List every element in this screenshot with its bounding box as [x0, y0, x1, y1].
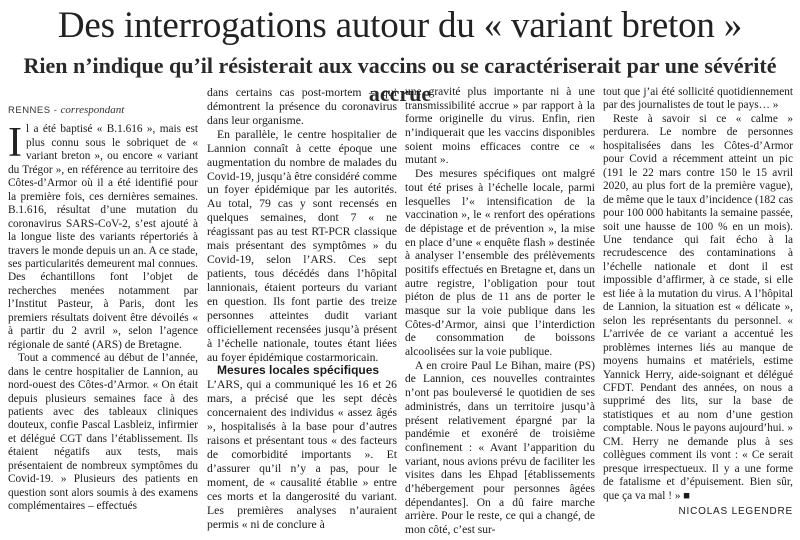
- paragraph: Des mesures spécifiques ont malgré tout été prises à l’échelle locale, parmi lesquelles l’« intensification de la vaccination », le « renfort des opérations de dépistage et de prévention », la mise en place d’une « enquête flash » destinée à analyser l’ensemble des prélèvements positifs effectués en Bretagne et, dans un autre registre, l’obligation pour tout piéton de plus de 11 ans de porter le masque sur la voie publique dans les Côtes-d’Armor, ainsi que l’interdiction de consommation de boissons alcoolisées sur la voie publique.: [405, 168, 595, 359]
- article-subhead: Rien n’indique qu’il résisterait aux vaccins ou se caractériserait par une sévérité accrue: [23, 53, 777, 106]
- article-headline: Des interrogations autour du « variant breton »: [57, 5, 743, 46]
- paragraph: dans certains cas post-mortem – qui démontrent la présence du coronavirus dans leur organisme.: [207, 86, 397, 127]
- paragraph: L’ARS, qui a communiqué les 16 et 26 mars, a précisé que les sept décès concernaient des individus « assez âgés », hospitalisés à la base pour d’autres raisons et présentant tous « des facteurs de comorbidité importants ». Et d’assurer qu’il n’y a pas, pour le moment, de « causalité établie » entre ces morts et la dangerosité du variant. Les premières analyses n’auraient permis « ni de conclure à: [207, 378, 397, 531]
- column-4: [603, 86, 793, 519]
- column-1: [8, 104, 198, 514]
- paragraph: A en croire Paul Le Bihan, maire (PS) de Lannion, ces nouvelles contraintes n’ont pas bouleversé le quotidien de ses administrés, dans un territoire jusqu’à présent relativement épargné par la pandémie et exonéré de troisième confinement : « Avant l’apparition du variant, nous avions prévu de faciliter les visites dans les Ehpad [établissements d’hébergement pour personnes âgées dépendantes]. On a dû faire marche arrière. Pour le reste, ce qui a changé, de mon côté, c’est sur-: [405, 359, 595, 536]
- paragraph: tout que j’ai été sollicité quotidiennement par des journalistes de tout le pays… »: [603, 86, 793, 112]
- drop-cap: I: [8, 120, 22, 167]
- paragraph-text: l a été baptisé « B.1.616 », mais est plus connu sous le sobriquet de « variant breton », ou encore « variant du Trégor », en référence au territoire des Côtes-d’Armor où il a été identifié pour la première fois, ces dernières semaines. B.1.616, résultat d’une mutation du coronavirus SARS-CoV-2, s’est ajouté à la longue liste des variants répertoriés à travers le monde depuis un an. A ce stade, ses particularités demeurent mal connues. Des échantillons font l’objet de recherches menées notamment par l’Institut Pasteur, à Paris, dont les premiers résultats doivent être dévoilés « à partir du 2 avril », selon l’agence régionale de santé (ARS) de Bretagne.: [8, 123, 198, 351]
- paragraph: [8, 120, 198, 352]
- dateline-role: correspondant: [60, 104, 125, 116]
- dateline-city: RENNES: [8, 105, 51, 116]
- column-3: [405, 86, 595, 538]
- dateline-separator: -: [50, 105, 61, 116]
- paragraph: En parallèle, le centre hospitalier de Lannion connaît à cette époque une augmentation du nombre de malades du Covid-19, jusqu’à être considéré comme un foyer épidémique par les autorités. Au total, 79 cas y sont recensés en quelques semaines, dont 7 « ne réagissant pas au test RT-PCR classique mais présentant des symptômes » du Covid-19, selon l’ARS. Ces sept patients, tous décédés dans l’hôpital lannionais, étaient porteurs du variant en question. Ils font partie des treize personnes atteintes dudit variant officiellement recensées jusqu’à présent à l’échelle nationale, toutes étant liées au foyer épidémique costarmoricain.: [207, 127, 397, 364]
- paragraph: Tout a commencé au début de l’année, dans le centre hospitalier de Lannion, au nord-ouest des Côtes-d’Armor. « On était depuis plusieurs semaines face à des patients avec des tableaux cliniques douteux, confie Pascal Lasbleiz, infirmier et délégué CGT dans l’établissement. Ils étaient négatifs aux tests, mais présentaient de nombreux symptômes du Covid-19. » Plusieurs des patients en question sont alors soumis à des examens complémentaires – effectués: [8, 352, 198, 513]
- section-heading: Mesures locales spécifiques: [217, 363, 380, 378]
- author-signature: NICOLAS LEGENDRE: [678, 506, 793, 518]
- column-2: [207, 86, 397, 532]
- paragraph: une gravité plus importante ni à une transmissibilité accrue » par rapport à la forme originelle du virus. Enfin, rien n’indiquerait que les vaccins disponibles soient moins efficaces contre ce « mutant ».: [405, 86, 595, 167]
- dateline: [8, 104, 198, 117]
- paragraph: Reste à savoir si ce « calme » perdurera. Le nombre de personnes hospitalisées dans les Côtes-d’Armor pour Covid a récemment atteint un pic (191 le 22 mars contre 150 le 15 avril 2020, au plus fort de la première vague), de même que le taux d’incidence (182 cas pour 100 000 habitants la semaine passée, soit une hausse de 100 % en un mois). Une tendance qui fait écho à la recrudescence des contaminations à l’échelle nationale et dont il est impossible d’affirmer, à ce stade, si elle est liée à la mutation du virus. A l’hôpital de Lannion, la situation est « délicate », selon les représentants du personnel. « L’arrivée de ce variant a accentué les problèmes internes liés au manque de moyens humains et matériels, estime Yannick Herry, aide-soignant et délégué CFDT. Pendant des années, on nous a supprimé des lits, sur la base de statistiques et au nom d’une gestion comptable. Nous le payons aujourd’hui. » CM. Herry ne demande plus à ses collègues comment ils vont : « Ce serait presque irrespectueux. Il y a une forme de fatalisme et d’épuisement. Bien sûr, que ça va mal ! » ■: [603, 112, 793, 502]
